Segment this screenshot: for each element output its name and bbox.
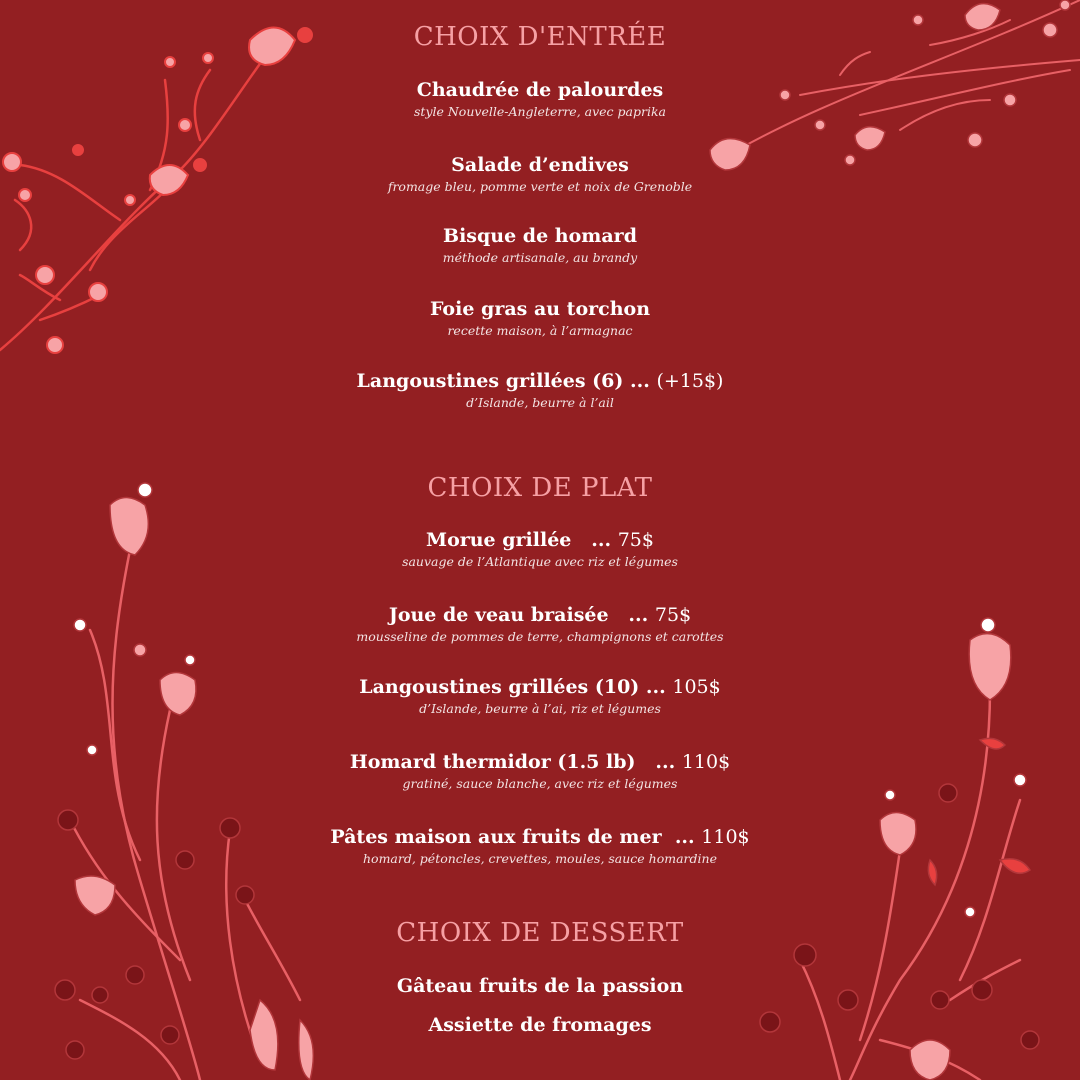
item-description: sauvage de l’Atlantique avec riz et légumes — [402, 554, 678, 569]
item-name: Gâteau fruits de la passion — [396, 975, 684, 997]
item-price: 75$ — [617, 529, 654, 551]
item-name: Chaudrée de palourdes — [416, 79, 664, 101]
item-price: 110$ — [681, 751, 731, 773]
item-title: Langoustines grillées (10) ... — [359, 676, 666, 698]
item-title: Morue grillée ... — [426, 529, 612, 551]
section-title-entree: CHOIX D'ENTRÉE — [413, 22, 667, 52]
item-name: Salade d’endives — [451, 154, 629, 176]
item-name: Foie gras au torchon — [429, 298, 651, 320]
item-name — [0, 825, 1080, 849]
menu-item — [0, 675, 1080, 719]
item-name — [0, 369, 1080, 393]
menu-item — [0, 528, 1080, 572]
item-name — [0, 528, 1080, 552]
item-price: (+15$) — [656, 370, 724, 392]
item-name — [0, 675, 1080, 699]
item-name — [0, 603, 1080, 627]
menu-item — [0, 825, 1080, 869]
menu-item — [0, 750, 1080, 794]
item-description: mousseline de pommes de terre, champignons et carottes — [356, 629, 724, 644]
item-title: Homard thermidor (1.5 lb) ... — [349, 751, 676, 773]
menu-item — [0, 297, 1080, 341]
item-title: Pâtes maison aux fruits de mer ... — [330, 826, 695, 848]
menu-item — [0, 369, 1080, 413]
item-description: gratiné, sauce blanche, avec riz et légumes — [402, 776, 678, 791]
menu-item — [0, 603, 1080, 647]
item-title: Langoustines grillées (6) ... — [356, 370, 650, 392]
item-price: 110$ — [701, 826, 750, 848]
item-description: méthode artisanale, au brandy — [442, 250, 638, 265]
section-title-dessert: CHOIX DE DESSERT — [396, 918, 684, 948]
item-price: 75$ — [654, 604, 692, 626]
menu-item — [0, 224, 1080, 268]
item-description: homard, pétoncles, crevettes, moules, sauce homardine — [363, 851, 717, 866]
item-description: d’Islande, beurre à l’ail — [466, 395, 614, 410]
menu-item — [0, 974, 1080, 998]
item-title: Joue de veau braisée ... — [388, 604, 649, 626]
item-description: fromage bleu, pomme verte et noix de Grenoble — [387, 179, 693, 194]
item-price: 105$ — [672, 676, 721, 698]
item-description: recette maison, à l’armagnac — [447, 323, 633, 338]
section-title-plat: CHOIX DE PLAT — [427, 473, 653, 503]
item-name: Assiette de fromages — [428, 1014, 652, 1036]
item-description: style Nouvelle-Angleterre, avec paprika — [414, 104, 666, 119]
menu-item — [0, 78, 1080, 122]
menu-item — [0, 153, 1080, 197]
item-name: Bisque de homard — [443, 225, 637, 247]
item-description: d’Islande, beurre à l’ai, riz et légumes — [419, 701, 661, 716]
item-name — [0, 750, 1080, 774]
menu-item — [0, 1013, 1080, 1037]
